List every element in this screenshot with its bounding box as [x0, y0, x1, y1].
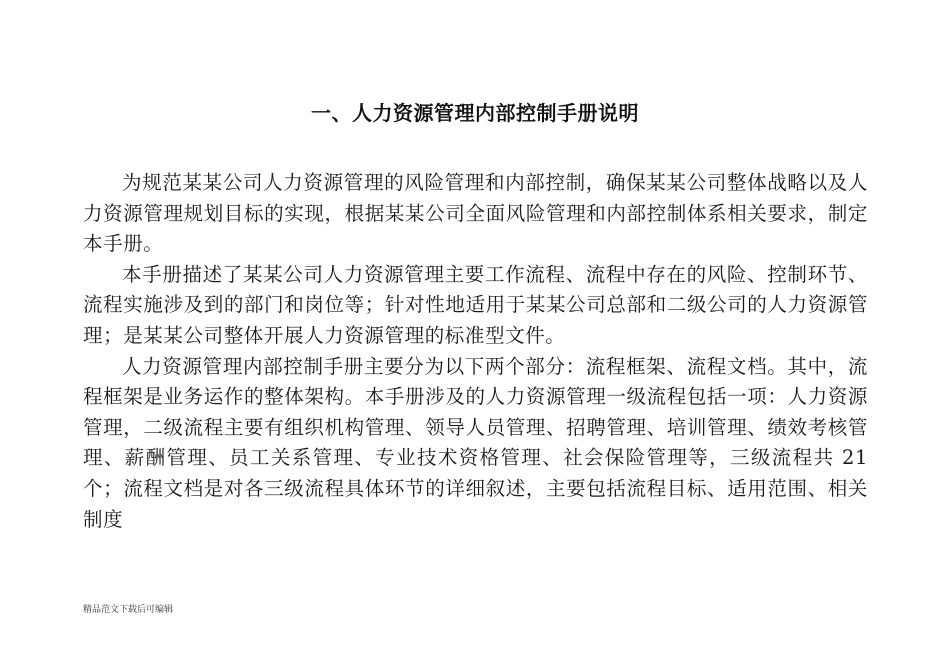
document-body [83, 168, 868, 535]
paragraph-structure: 人力资源管理内部控制手册主要分为以下两个部分：流程框架、流程文档。其中，流程框架是业务运作的整体架构。本手册涉及的人力资源管理一级流程包括一项：人力资源管理，二级流程主要有组织机构管理、领导人员管理、招聘管理、培训管理、绩效考核管理、薪酬管理、员工关系管理、专业技术资格管理、社会保险管理等，三级流程共 21 个；流程文档是对各三级流程具体环节的详细叙述，主要包括流程目标、适用范围、相关制度 [83, 354, 868, 531]
paragraph-purpose: 为规范某某公司人力资源管理的风险管理和内部控制，确保某某公司整体战略以及人力资源管理规划目标的实现，根据某某公司全面风险管理和内部控制体系相关要求，制定本手册。 [83, 171, 868, 256]
page-footer: 精品范文下载后可编辑 [83, 605, 174, 615]
paragraph-scope: 本手册描述了某某公司人力资源管理主要工作流程、流程中存在的风险、控制环节、流程实施涉及到的部门和岗位等；针对性地适用于某某公司总部和二级公司的人力资源管理；是某某公司整体开展人力资源管理的标准型文件。 [83, 262, 868, 347]
page-title: 一、人力资源管理内部控制手册说明 [311, 101, 639, 125]
